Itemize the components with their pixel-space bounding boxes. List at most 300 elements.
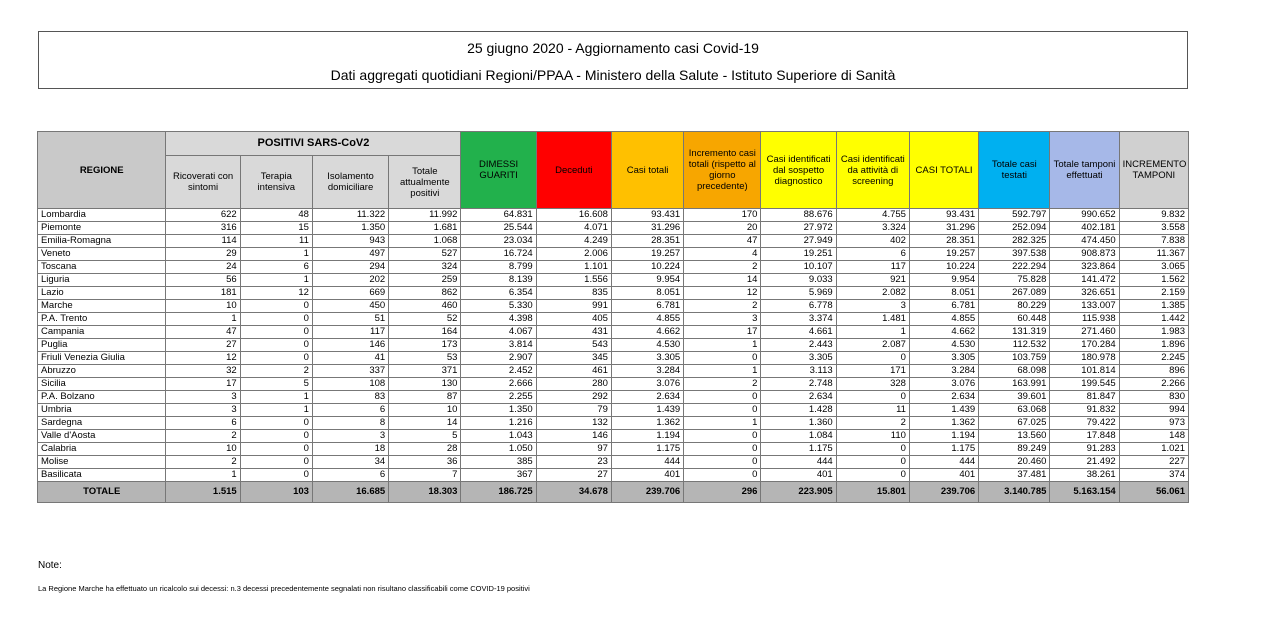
value-cell: 164 <box>389 326 461 339</box>
value-cell: 2 <box>684 261 761 274</box>
value-cell: 17 <box>684 326 761 339</box>
value-cell: 0 <box>836 352 909 365</box>
region-cell: Puglia <box>38 339 166 352</box>
value-cell: 6.778 <box>761 300 836 313</box>
value-cell: 921 <box>836 274 909 287</box>
value-cell: 12 <box>240 287 312 300</box>
value-cell: 543 <box>536 339 611 352</box>
value-cell: 68.098 <box>979 365 1050 378</box>
value-cell: 397.538 <box>979 248 1050 261</box>
value-cell: 1 <box>836 326 909 339</box>
value-cell: 0 <box>836 443 909 456</box>
value-cell: 444 <box>761 456 836 469</box>
col-totale-tamponi: Totale tamponi effettuati <box>1050 132 1119 209</box>
value-cell: 1.175 <box>611 443 683 456</box>
value-cell: 444 <box>611 456 683 469</box>
value-cell: 2.666 <box>461 378 536 391</box>
value-cell: 2 <box>166 456 240 469</box>
value-cell: 79.422 <box>1050 417 1119 430</box>
value-cell: 101.814 <box>1050 365 1119 378</box>
region-cell: Piemonte <box>38 222 166 235</box>
total-value: 1.515 <box>166 482 240 503</box>
col-incremento-casi: Incremento casi totali (rispetto al giorno precedente) <box>684 132 761 209</box>
region-cell: Campania <box>38 326 166 339</box>
value-cell: 7.838 <box>1119 235 1188 248</box>
value-cell: 81.847 <box>1050 391 1119 404</box>
value-cell: 20 <box>684 222 761 235</box>
value-cell: 1.562 <box>1119 274 1188 287</box>
value-cell: 374 <box>1119 469 1188 482</box>
value-cell: 16.724 <box>461 248 536 261</box>
value-cell: 171 <box>836 365 909 378</box>
value-cell: 11.367 <box>1119 248 1188 261</box>
value-cell: 117 <box>836 261 909 274</box>
value-cell: 89.249 <box>979 443 1050 456</box>
value-cell: 8.051 <box>611 287 683 300</box>
value-cell: 271.460 <box>1050 326 1119 339</box>
value-cell: 108 <box>312 378 388 391</box>
value-cell: 47 <box>166 326 240 339</box>
value-cell: 3.374 <box>761 313 836 326</box>
value-cell: 28.351 <box>611 235 683 248</box>
region-cell: Lombardia <box>38 209 166 222</box>
value-cell: 97 <box>536 443 611 456</box>
value-cell: 87 <box>389 391 461 404</box>
value-cell: 170.284 <box>1050 339 1119 352</box>
value-cell: 141.472 <box>1050 274 1119 287</box>
region-cell: Lazio <box>38 287 166 300</box>
value-cell: 280 <box>536 378 611 391</box>
value-cell: 1 <box>240 274 312 287</box>
value-cell: 3.284 <box>611 365 683 378</box>
value-cell: 1 <box>684 365 761 378</box>
value-cell: 51 <box>312 313 388 326</box>
value-cell: 908.873 <box>1050 248 1119 261</box>
value-cell: 3.305 <box>611 352 683 365</box>
value-cell: 1.481 <box>836 313 909 326</box>
value-cell: 199.545 <box>1050 378 1119 391</box>
value-cell: 17.848 <box>1050 430 1119 443</box>
value-cell: 2 <box>684 378 761 391</box>
value-cell: 990.652 <box>1050 209 1119 222</box>
report-subtitle: Dati aggregati quotidiani Regioni/PPAA - Ministero della Salute - Istituto Superiore di Sanità <box>330 67 896 83</box>
value-cell: 3.076 <box>611 378 683 391</box>
value-cell: 5 <box>389 430 461 443</box>
value-cell: 7 <box>389 469 461 482</box>
value-cell: 2.082 <box>836 287 909 300</box>
value-cell: 0 <box>836 469 909 482</box>
col-casi-screening: Casi identificati da attività di screening <box>836 132 909 209</box>
value-cell: 1.428 <box>761 404 836 417</box>
total-value: 239.706 <box>909 482 978 503</box>
report-header <box>38 31 1188 89</box>
value-cell: 3.113 <box>761 365 836 378</box>
value-cell: 402.181 <box>1050 222 1119 235</box>
value-cell: 1.068 <box>389 235 461 248</box>
total-value: 16.685 <box>312 482 388 503</box>
table-row <box>38 417 1189 430</box>
value-cell: 669 <box>312 287 388 300</box>
total-value: 186.725 <box>461 482 536 503</box>
value-cell: 3 <box>836 300 909 313</box>
value-cell: 2.443 <box>761 339 836 352</box>
table-row <box>38 365 1189 378</box>
table-row <box>38 274 1189 287</box>
value-cell: 1.350 <box>461 404 536 417</box>
value-cell: 6 <box>240 261 312 274</box>
value-cell: 497 <box>312 248 388 261</box>
value-cell: 345 <box>536 352 611 365</box>
value-cell: 3 <box>684 313 761 326</box>
value-cell: 282.325 <box>979 235 1050 248</box>
value-cell: 1.194 <box>611 430 683 443</box>
value-cell: 1.362 <box>909 417 978 430</box>
value-cell: 3.305 <box>761 352 836 365</box>
value-cell: 148 <box>1119 430 1188 443</box>
table-row <box>38 222 1189 235</box>
value-cell: 401 <box>909 469 978 482</box>
value-cell: 973 <box>1119 417 1188 430</box>
value-cell: 401 <box>761 469 836 482</box>
value-cell: 2.006 <box>536 248 611 261</box>
value-cell: 2.748 <box>761 378 836 391</box>
value-cell: 115.938 <box>1050 313 1119 326</box>
region-cell: Marche <box>38 300 166 313</box>
table-body <box>38 209 1189 503</box>
region-cell: Liguria <box>38 274 166 287</box>
region-cell: Friuli Venezia Giulia <box>38 352 166 365</box>
value-cell: 11.322 <box>312 209 388 222</box>
value-cell: 326.651 <box>1050 287 1119 300</box>
value-cell: 3.558 <box>1119 222 1188 235</box>
region-cell: Umbria <box>38 404 166 417</box>
value-cell: 67.025 <box>979 417 1050 430</box>
value-cell: 4.662 <box>611 326 683 339</box>
value-cell: 1 <box>166 469 240 482</box>
value-cell: 835 <box>536 287 611 300</box>
value-cell: 36 <box>389 456 461 469</box>
value-cell: 170 <box>684 209 761 222</box>
value-cell: 18 <box>312 443 388 456</box>
value-cell: 222.294 <box>979 261 1050 274</box>
value-cell: 10 <box>166 443 240 456</box>
value-cell: 1.084 <box>761 430 836 443</box>
value-cell: 460 <box>389 300 461 313</box>
value-cell: 6 <box>166 417 240 430</box>
value-cell: 0 <box>240 443 312 456</box>
total-value: 239.706 <box>611 482 683 503</box>
value-cell: 79 <box>536 404 611 417</box>
value-cell: 6 <box>312 469 388 482</box>
value-cell: 3 <box>312 430 388 443</box>
value-cell: 2.452 <box>461 365 536 378</box>
value-cell: 16.608 <box>536 209 611 222</box>
value-cell: 39.601 <box>979 391 1050 404</box>
total-value: 56.061 <box>1119 482 1188 503</box>
value-cell: 27 <box>536 469 611 482</box>
value-cell: 3 <box>166 404 240 417</box>
value-cell: 0 <box>240 456 312 469</box>
value-cell: 6 <box>836 248 909 261</box>
value-cell: 4.755 <box>836 209 909 222</box>
value-cell: 13.560 <box>979 430 1050 443</box>
value-cell: 2.159 <box>1119 287 1188 300</box>
col-dimessi-guariti: DIMESSI GUARITI <box>461 132 536 209</box>
value-cell: 1.043 <box>461 430 536 443</box>
value-cell: 2.634 <box>909 391 978 404</box>
value-cell: 0 <box>684 404 761 417</box>
value-cell: 53 <box>389 352 461 365</box>
value-cell: 5.330 <box>461 300 536 313</box>
value-cell: 474.450 <box>1050 235 1119 248</box>
value-cell: 3.305 <box>909 352 978 365</box>
col-casi-totali-2: CASI TOTALI <box>909 132 978 209</box>
region-cell: Basilicata <box>38 469 166 482</box>
value-cell: 146 <box>536 430 611 443</box>
table-row <box>38 391 1189 404</box>
value-cell: 4.530 <box>611 339 683 352</box>
value-cell: 1.175 <box>909 443 978 456</box>
value-cell: 8.051 <box>909 287 978 300</box>
region-cell: Sicilia <box>38 378 166 391</box>
value-cell: 14 <box>684 274 761 287</box>
value-cell: 4.071 <box>536 222 611 235</box>
value-cell: 180.978 <box>1050 352 1119 365</box>
notes-label: Note: <box>38 560 62 571</box>
value-cell: 4.661 <box>761 326 836 339</box>
value-cell: 1.442 <box>1119 313 1188 326</box>
value-cell: 1.050 <box>461 443 536 456</box>
value-cell: 830 <box>1119 391 1188 404</box>
value-cell: 11 <box>836 404 909 417</box>
value-cell: 2.245 <box>1119 352 1188 365</box>
value-cell: 0 <box>684 391 761 404</box>
value-cell: 0 <box>240 430 312 443</box>
notes-text: La Regione Marche ha effettuato un ricalcolo sui decessi: n.3 decessi precedentemente segnalati non risultano classificabili come COVID-19 positivi <box>38 584 530 593</box>
table-row <box>38 300 1189 313</box>
value-cell: 6.781 <box>909 300 978 313</box>
total-value: 223.905 <box>761 482 836 503</box>
value-cell: 324 <box>389 261 461 274</box>
value-cell: 2.634 <box>611 391 683 404</box>
value-cell: 0 <box>684 443 761 456</box>
value-cell: 9.954 <box>611 274 683 287</box>
value-cell: 3.065 <box>1119 261 1188 274</box>
table-row <box>38 404 1189 417</box>
value-cell: 75.828 <box>979 274 1050 287</box>
region-cell: Toscana <box>38 261 166 274</box>
value-cell: 41 <box>312 352 388 365</box>
total-value: 15.801 <box>836 482 909 503</box>
col-deceduti: Deceduti <box>536 132 611 209</box>
value-cell: 10 <box>389 404 461 417</box>
region-cell: Calabria <box>38 443 166 456</box>
value-cell: 444 <box>909 456 978 469</box>
col-totale-casi-testati: Totale casi testati <box>979 132 1050 209</box>
value-cell: 3.076 <box>909 378 978 391</box>
value-cell: 5.969 <box>761 287 836 300</box>
value-cell: 146 <box>312 339 388 352</box>
value-cell: 27.949 <box>761 235 836 248</box>
value-cell: 29 <box>166 248 240 261</box>
value-cell: 10.224 <box>611 261 683 274</box>
value-cell: 9.954 <box>909 274 978 287</box>
value-cell: 431 <box>536 326 611 339</box>
value-cell: 37.481 <box>979 469 1050 482</box>
value-cell: 316 <box>166 222 240 235</box>
value-cell: 14 <box>389 417 461 430</box>
value-cell: 461 <box>536 365 611 378</box>
value-cell: 15 <box>240 222 312 235</box>
region-cell: Abruzzo <box>38 365 166 378</box>
total-value: 34.678 <box>536 482 611 503</box>
value-cell: 450 <box>312 300 388 313</box>
value-cell: 12 <box>684 287 761 300</box>
value-cell: 592.797 <box>979 209 1050 222</box>
total-value: 296 <box>684 482 761 503</box>
value-cell: 1 <box>240 391 312 404</box>
total-value: 3.140.785 <box>979 482 1050 503</box>
value-cell: 9.832 <box>1119 209 1188 222</box>
value-cell: 0 <box>836 456 909 469</box>
table-row <box>38 456 1189 469</box>
value-cell: 8.139 <box>461 274 536 287</box>
value-cell: 0 <box>836 391 909 404</box>
table-row <box>38 261 1189 274</box>
value-cell: 0 <box>684 352 761 365</box>
value-cell: 1.362 <box>611 417 683 430</box>
value-cell: 2.907 <box>461 352 536 365</box>
value-cell: 19.257 <box>611 248 683 261</box>
value-cell: 0 <box>240 339 312 352</box>
value-cell: 1.175 <box>761 443 836 456</box>
col-incremento-tamponi: INCREMENTO TAMPONI <box>1119 132 1188 209</box>
total-row <box>38 482 1189 503</box>
value-cell: 4.249 <box>536 235 611 248</box>
value-cell: 48 <box>240 209 312 222</box>
value-cell: 1.101 <box>536 261 611 274</box>
value-cell: 52 <box>389 313 461 326</box>
value-cell: 4.855 <box>611 313 683 326</box>
value-cell: 371 <box>389 365 461 378</box>
value-cell: 0 <box>684 469 761 482</box>
value-cell: 31.296 <box>909 222 978 235</box>
value-cell: 34 <box>312 456 388 469</box>
value-cell: 527 <box>389 248 461 261</box>
positivi-group-header: POSITIVI SARS-CoV2 <box>166 132 461 156</box>
value-cell: 1.439 <box>909 404 978 417</box>
value-cell: 8.799 <box>461 261 536 274</box>
table-row <box>38 469 1189 482</box>
value-cell: 3.814 <box>461 339 536 352</box>
value-cell: 56 <box>166 274 240 287</box>
value-cell: 2 <box>684 300 761 313</box>
value-cell: 2 <box>166 430 240 443</box>
value-cell: 337 <box>312 365 388 378</box>
value-cell: 1 <box>240 248 312 261</box>
value-cell: 991 <box>536 300 611 313</box>
value-cell: 28 <box>389 443 461 456</box>
region-cell: Emilia-Romagna <box>38 235 166 248</box>
value-cell: 173 <box>389 339 461 352</box>
value-cell: 112.532 <box>979 339 1050 352</box>
value-cell: 0 <box>240 469 312 482</box>
value-cell: 8 <box>312 417 388 430</box>
value-cell: 38.261 <box>1050 469 1119 482</box>
value-cell: 402 <box>836 235 909 248</box>
table-row <box>38 352 1189 365</box>
value-cell: 1 <box>240 404 312 417</box>
col-ricoverati: Ricoverati con sintomi <box>166 156 240 209</box>
region-cell: Valle d'Aosta <box>38 430 166 443</box>
value-cell: 328 <box>836 378 909 391</box>
value-cell: 405 <box>536 313 611 326</box>
value-cell: 4.530 <box>909 339 978 352</box>
value-cell: 0 <box>240 417 312 430</box>
total-label: TOTALE <box>38 482 166 503</box>
value-cell: 1.350 <box>312 222 388 235</box>
value-cell: 862 <box>389 287 461 300</box>
value-cell: 401 <box>611 469 683 482</box>
value-cell: 2.266 <box>1119 378 1188 391</box>
table-row <box>38 378 1189 391</box>
value-cell: 27.972 <box>761 222 836 235</box>
value-cell: 21.492 <box>1050 456 1119 469</box>
col-casi-totali: Casi totali <box>611 132 683 209</box>
value-cell: 10.224 <box>909 261 978 274</box>
value-cell: 385 <box>461 456 536 469</box>
value-cell: 32 <box>166 365 240 378</box>
value-cell: 25.544 <box>461 222 536 235</box>
value-cell: 227 <box>1119 456 1188 469</box>
col-isolamento: Isolamento domiciliare <box>312 156 388 209</box>
value-cell: 60.448 <box>979 313 1050 326</box>
region-cell: P.A. Bolzano <box>38 391 166 404</box>
value-cell: 93.431 <box>611 209 683 222</box>
value-cell: 202 <box>312 274 388 287</box>
value-cell: 259 <box>389 274 461 287</box>
value-cell: 367 <box>461 469 536 482</box>
value-cell: 28.351 <box>909 235 978 248</box>
value-cell: 11.992 <box>389 209 461 222</box>
value-cell: 622 <box>166 209 240 222</box>
table-row <box>38 313 1189 326</box>
region-cell: Veneto <box>38 248 166 261</box>
col-totale-positivi: Totale attualmente positivi <box>389 156 461 209</box>
value-cell: 994 <box>1119 404 1188 417</box>
value-cell: 1.556 <box>536 274 611 287</box>
value-cell: 2.634 <box>761 391 836 404</box>
value-cell: 24 <box>166 261 240 274</box>
value-cell: 292 <box>536 391 611 404</box>
table-row <box>38 209 1189 222</box>
table-row <box>38 430 1189 443</box>
value-cell: 267.089 <box>979 287 1050 300</box>
total-value: 18.303 <box>389 482 461 503</box>
value-cell: 2 <box>240 365 312 378</box>
table-row <box>38 235 1189 248</box>
value-cell: 4.855 <box>909 313 978 326</box>
value-cell: 103.759 <box>979 352 1050 365</box>
value-cell: 2.255 <box>461 391 536 404</box>
value-cell: 80.229 <box>979 300 1050 313</box>
value-cell: 323.864 <box>1050 261 1119 274</box>
value-cell: 1.983 <box>1119 326 1188 339</box>
region-cell: Molise <box>38 456 166 469</box>
value-cell: 0 <box>240 313 312 326</box>
value-cell: 6 <box>312 404 388 417</box>
value-cell: 130 <box>389 378 461 391</box>
